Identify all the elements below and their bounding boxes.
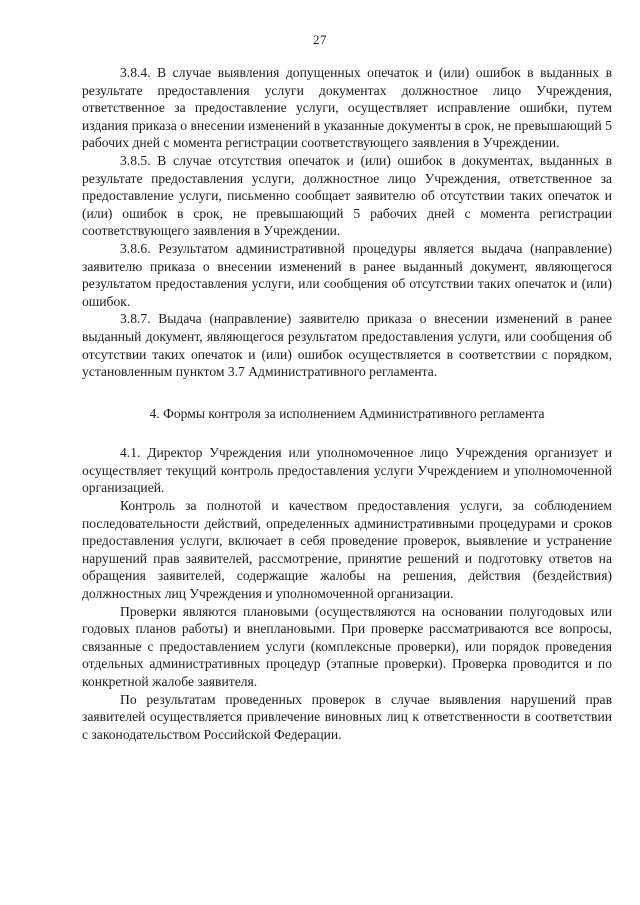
section-4-heading: 4. Формы контроля за исполнением Административного регламента <box>149 405 545 421</box>
paragraph-inspections: Проверки являются плановыми (осуществляются на основании полугодовых или годовых планов работы) и внеплановыми. При проверке рассматриваются все вопросы, связанные с предоставлением услуги (комплексные проверки), или порядок проведения отдельных административных процедур (этапные проверки). Проверка проводится и по конкретной жалобе заявителя. <box>82 603 612 689</box>
paragraph-3-8-4: 3.8.4. В случае выявления допущенных опечаток и (или) ошибок в выданных в результате предоставления услуги документах должностное лицо Учреждения, ответственное за предоставление услуги, осуществляет исправление ошибки, путем издания приказа о внесении изменений в указанные документы в срок, не превышающий 5 рабочих дней с момента регистрации соответствующего заявления в Учреждении. <box>82 65 612 151</box>
paragraph-3-8-7: 3.8.7. Выдача (направление) заявителю приказа о внесении изменений в ранее выданный документ, являющегося результатом предоставления услуги, или сообщения об отсутствии таких опечаток и (или) ошибок осуществляется в соответствии с порядком, установленным пунктом 3.7 Административного регламента. <box>82 311 612 380</box>
paragraph-quality-control: Контроль за полнотой и качеством предоставления услуги, за соблюдением последовательности действий, определенных административными процедурами и сроков предоставления услуги, включает в себя проведение проверок, выявление и устранение нарушений прав заявителей, рассмотрение, принятие решений и подготовку ответов на обращения заявителей, содержащие жалобы на решения, действия (бездействия) должностных лиц Учреждения и уполномоченной организации. <box>82 498 612 602</box>
paragraph-4-1: 4.1. Директор Учреждения или уполномоченное лицо Учреждения организует и осуществляет текущий контроль предоставления услуги Учреждением и уполномоченной организацией. <box>82 445 612 496</box>
paragraph-3-8-6: 3.8.6. Результатом административной процедуры является выдача (направление) заявителю приказа о внесении изменений в ранее выданный документ, являющегося результатом предоставления услуги, или сообщения об отсутствии таких опечаток и (или) ошибок. <box>82 240 612 309</box>
paragraph-inspection-results: По результатам проведенных проверок в случае выявления нарушений прав заявителей осуществляется привлечение виновных лиц к ответственности в соответствии с законодательством Российской Федерации. <box>82 691 612 742</box>
page-content <box>82 64 612 743</box>
paragraph-3-8-5: 3.8.5. В случае отсутствия опечаток и (или) ошибок в документах, выданных в результате предоставления услуги, должностное лицо Учреждения, ответственное за предоставление услуги, письменно сообщает заявителю об отсутствии таких опечаток и (или) ошибок в срок, не превышающий 5 рабочих дней с момента регистрации соответствующего заявления в Учреждении. <box>82 152 612 239</box>
page-number: 27 <box>313 32 327 47</box>
